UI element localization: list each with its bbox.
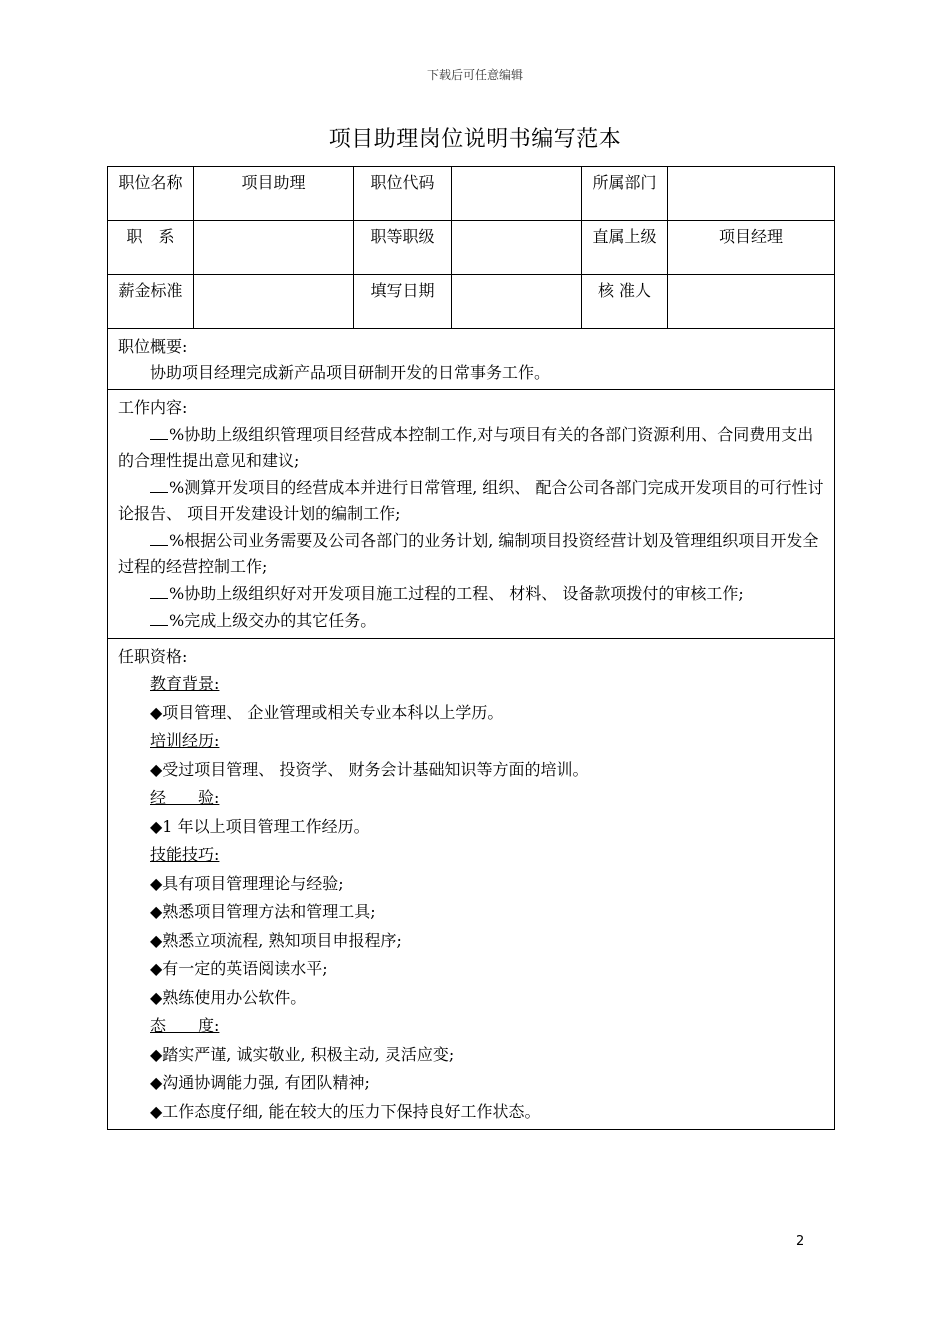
direct-supervisor-label: 直属上级 xyxy=(582,221,668,275)
training-item: ◆受过项目管理、 投资学、 财务会计基础知识等方面的培训。 xyxy=(150,759,589,779)
job-family-label: 职 系 xyxy=(108,221,194,275)
duty-item xyxy=(118,422,824,474)
duty-text: 协助上级组织管理项目经营成本控制工作,对与项目有关的各部门资源利用、合同费用支出的合理性提出意见和建议; xyxy=(118,425,814,470)
position-code-label: 职位代码 xyxy=(354,167,452,221)
duty-item xyxy=(118,581,824,607)
grade-level-value xyxy=(452,221,582,275)
position-name-value: 项目助理 xyxy=(194,167,354,221)
job-family-value xyxy=(194,221,354,275)
salary-standard-value xyxy=(194,275,354,329)
document-title: 项目助理岗位说明书编写范本 xyxy=(328,127,622,152)
duty-marker: % xyxy=(169,611,185,630)
duty-marker: % xyxy=(169,425,185,444)
grade-level-label: 职等职级 xyxy=(354,221,452,275)
duty-marker: % xyxy=(169,584,185,603)
fill-date-label: 填写日期 xyxy=(354,275,452,329)
duty-marker: % xyxy=(169,531,185,550)
skill-item: ◆有一定的英语阅读水平; xyxy=(150,959,328,978)
duty-item xyxy=(118,608,824,634)
department-value xyxy=(668,167,835,221)
qualifications-row xyxy=(108,639,835,1130)
summary-heading: 职位概要: xyxy=(118,337,188,356)
training-heading: 培训经历: xyxy=(150,731,220,750)
fill-blank xyxy=(150,427,168,440)
duties-row xyxy=(108,390,835,639)
duty-text: 测算开发项目的经营成本并进行日常管理, 组织、 配合公司各部门完成开发项目的可行性讨论报告、 项目开发建设计划的编制工作; xyxy=(118,478,824,523)
fill-blank xyxy=(150,533,168,546)
attitude-item: ◆沟通协调能力强, 有团队精神; xyxy=(150,1073,370,1092)
page-number: 2 xyxy=(796,1234,805,1249)
direct-supervisor-value: 项目经理 xyxy=(668,221,835,275)
approver-label: 核 准人 xyxy=(582,275,668,329)
attitude-heading: 态 度: xyxy=(150,1016,220,1035)
skill-item: ◆具有项目管理理论与经验; xyxy=(150,873,344,893)
duties-section xyxy=(108,390,835,639)
duty-text: 协助上级组织好对开发项目施工过程的工程、 材料、 设备款项拨付的审核工作; xyxy=(184,584,744,603)
skill-item: ◆熟练使用办公软件。 xyxy=(150,987,307,1007)
position-code-value xyxy=(452,167,582,221)
duty-item xyxy=(118,475,824,527)
duties-heading: 工作内容: xyxy=(118,398,188,417)
attitude-item: ◆工作态度仔细, 能在较大的压力下保持良好工作状态。 xyxy=(150,1101,541,1121)
skill-item: ◆熟悉项目管理方法和管理工具; xyxy=(150,902,376,921)
fill-blank xyxy=(150,586,168,599)
approver-value xyxy=(668,275,835,329)
info-row-1 xyxy=(108,167,835,221)
duty-item xyxy=(118,528,824,580)
fill-date-value xyxy=(452,275,582,329)
experience-heading: 经 验: xyxy=(150,788,220,807)
fill-blank xyxy=(150,613,168,626)
education-heading: 教育背景: xyxy=(150,674,220,693)
department-label: 所属部门 xyxy=(582,167,668,221)
header-note: 下载后可任意编辑 xyxy=(426,68,523,82)
attitude-item: ◆踏实严谨, 诚实敬业, 积极主动, 灵活应变; xyxy=(150,1044,455,1064)
summary-section xyxy=(108,329,835,390)
education-item: ◆项目管理、 企业管理或相关专业本科以上学历。 xyxy=(150,702,504,722)
qualifications-heading: 任职资格: xyxy=(118,647,188,666)
job-description-table xyxy=(107,166,835,1130)
salary-standard-label: 薪金标准 xyxy=(108,275,194,329)
summary-row xyxy=(108,329,835,390)
info-row-2 xyxy=(108,221,835,275)
info-row-3 xyxy=(108,275,835,329)
skills-heading: 技能技巧: xyxy=(150,845,220,864)
duty-marker: % xyxy=(169,478,185,497)
duty-text: 根据公司业务需要及公司各部门的业务计划, 编制项目投资经营计划及管理组织项目开发全过程的经营控制工作; xyxy=(118,531,819,576)
summary-text: 协助项目经理完成新产品项目研制开发的日常事务工作。 xyxy=(150,363,551,382)
qualifications-section xyxy=(108,639,835,1130)
duty-text: 完成上级交办的其它任务。 xyxy=(184,611,377,630)
experience-item: ◆1 年以上项目管理工作经历。 xyxy=(150,816,370,836)
position-name-label: 职位名称 xyxy=(108,167,194,221)
fill-blank xyxy=(150,480,168,493)
skill-item: ◆熟悉立项流程, 熟知项目申报程序; xyxy=(150,930,402,950)
